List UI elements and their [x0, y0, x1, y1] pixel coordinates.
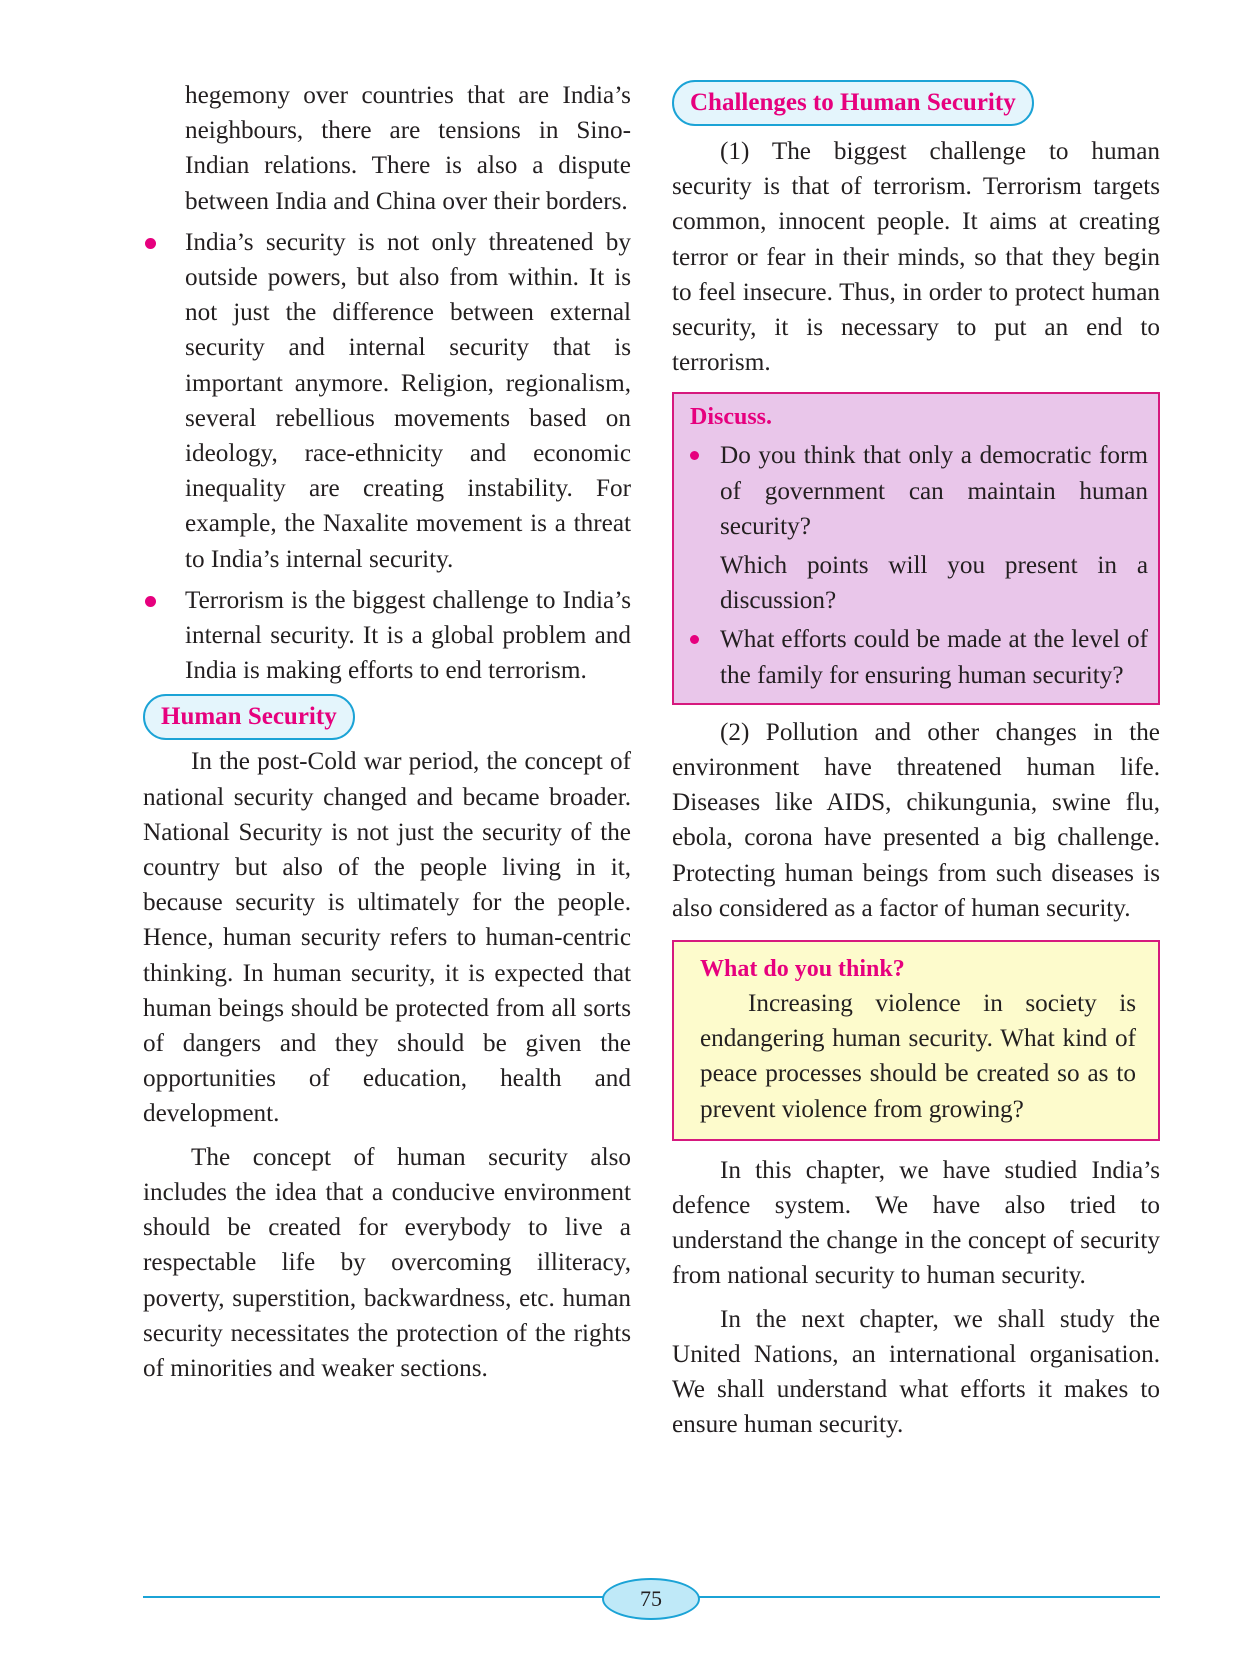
list-item: [690, 622, 1148, 692]
intro-continuation: hegemony over countries that are India’s neighbours, there are tensions in Sino-Indian relations. There is also a dispute between India and China over their borders.: [185, 82, 631, 215]
think-text: Increasing violence in society is endangering human security. What kind of peace processes should be created so as to prevent violence from growing?: [700, 990, 1136, 1123]
bullet-dot-icon: [690, 451, 699, 460]
section-heading-challenges: Challenges to Human Security: [672, 80, 1034, 126]
bullet-text: Terrorism is the biggest challenge to India’s internal security. It is a global problem and India is making efforts to end terrorism.: [185, 586, 631, 685]
left-bullet-list: [143, 225, 631, 689]
paragraph: In the next chapter, we shall study the United Nations, an international organisation. We shall understand what efforts it makes to ensure human security.: [672, 1305, 1160, 1439]
paragraph: In the post-Cold war period, the concept of national security changed and became broader. National Security is not just the security of the country but also of the people living in it, because security is ultimately for the people. Hence, human security refers to human-centric thinking. In human security, it is expected that human beings should be protected from all sorts of dangers and they should be given the opportunities of education, health and development.: [143, 748, 631, 1128]
discuss-title: Discuss.: [690, 404, 773, 431]
think-box: [672, 940, 1160, 1141]
page-number-badge: [602, 1578, 700, 1620]
bullet-text: India’s security is not only threatened by outside powers, but also from within. It is not just the difference between external security and internal security that is important anymore. Religion, regionalism, several rebellious movements based on ideology, race-ethnicity and economic inequality are creating instability. For example, the Naxalite movement is a threat to India’s internal security.: [185, 228, 631, 573]
bullet-dot-icon: [145, 596, 156, 607]
bullet-dot-icon: [145, 238, 156, 249]
discuss-subtext: Which points will you present in a discussion?: [720, 552, 1148, 615]
paragraph: (1) The biggest challenge to human security is that of terrorism. Terrorism targets common, innocent people. It aims at creating terror or fear in their minds, so that they begin to feel insecure. Thus, in order to protect human security, it is necessary to put an end to terrorism.: [672, 138, 1160, 377]
think-title: What do you think?: [700, 956, 905, 983]
left-column: [143, 78, 631, 1386]
right-column: [672, 78, 1160, 1443]
discuss-list: [690, 622, 1148, 692]
bullet-text: What efforts could be made at the level of the family for ensuring human security?: [720, 626, 1148, 689]
paragraph: The concept of human security also includes the idea that a conducive environment should be created for everybody to live a respectable life by overcoming illiteracy, poverty, superstition, backwardness, etc. human security necessitates the protection of the rights of minorities and weaker sections.: [143, 1143, 631, 1382]
section-heading-human-security: Human Security: [143, 694, 355, 740]
bullet-dot-icon: [690, 635, 699, 644]
page-number: 75: [640, 1586, 662, 1611]
bullet-text: Do you think that only a democratic form of government can maintain human security?: [720, 442, 1148, 540]
list-item: [143, 225, 631, 577]
list-item: [690, 438, 1148, 544]
discuss-box: [672, 392, 1160, 704]
list-item: [143, 583, 631, 689]
paragraph: (2) Pollution and other changes in the environment have threatened human life. Diseases like AIDS, chikungunia, swine flu, ebola, corona have presented a big challenge. Protecting human beings from such diseases is also considered as a factor of human security.: [672, 718, 1160, 922]
paragraph: In this chapter, we have studied India’s defence system. We have also tried to understand the change in the concept of security from national security to human security.: [672, 1156, 1160, 1290]
discuss-list: [690, 438, 1148, 544]
